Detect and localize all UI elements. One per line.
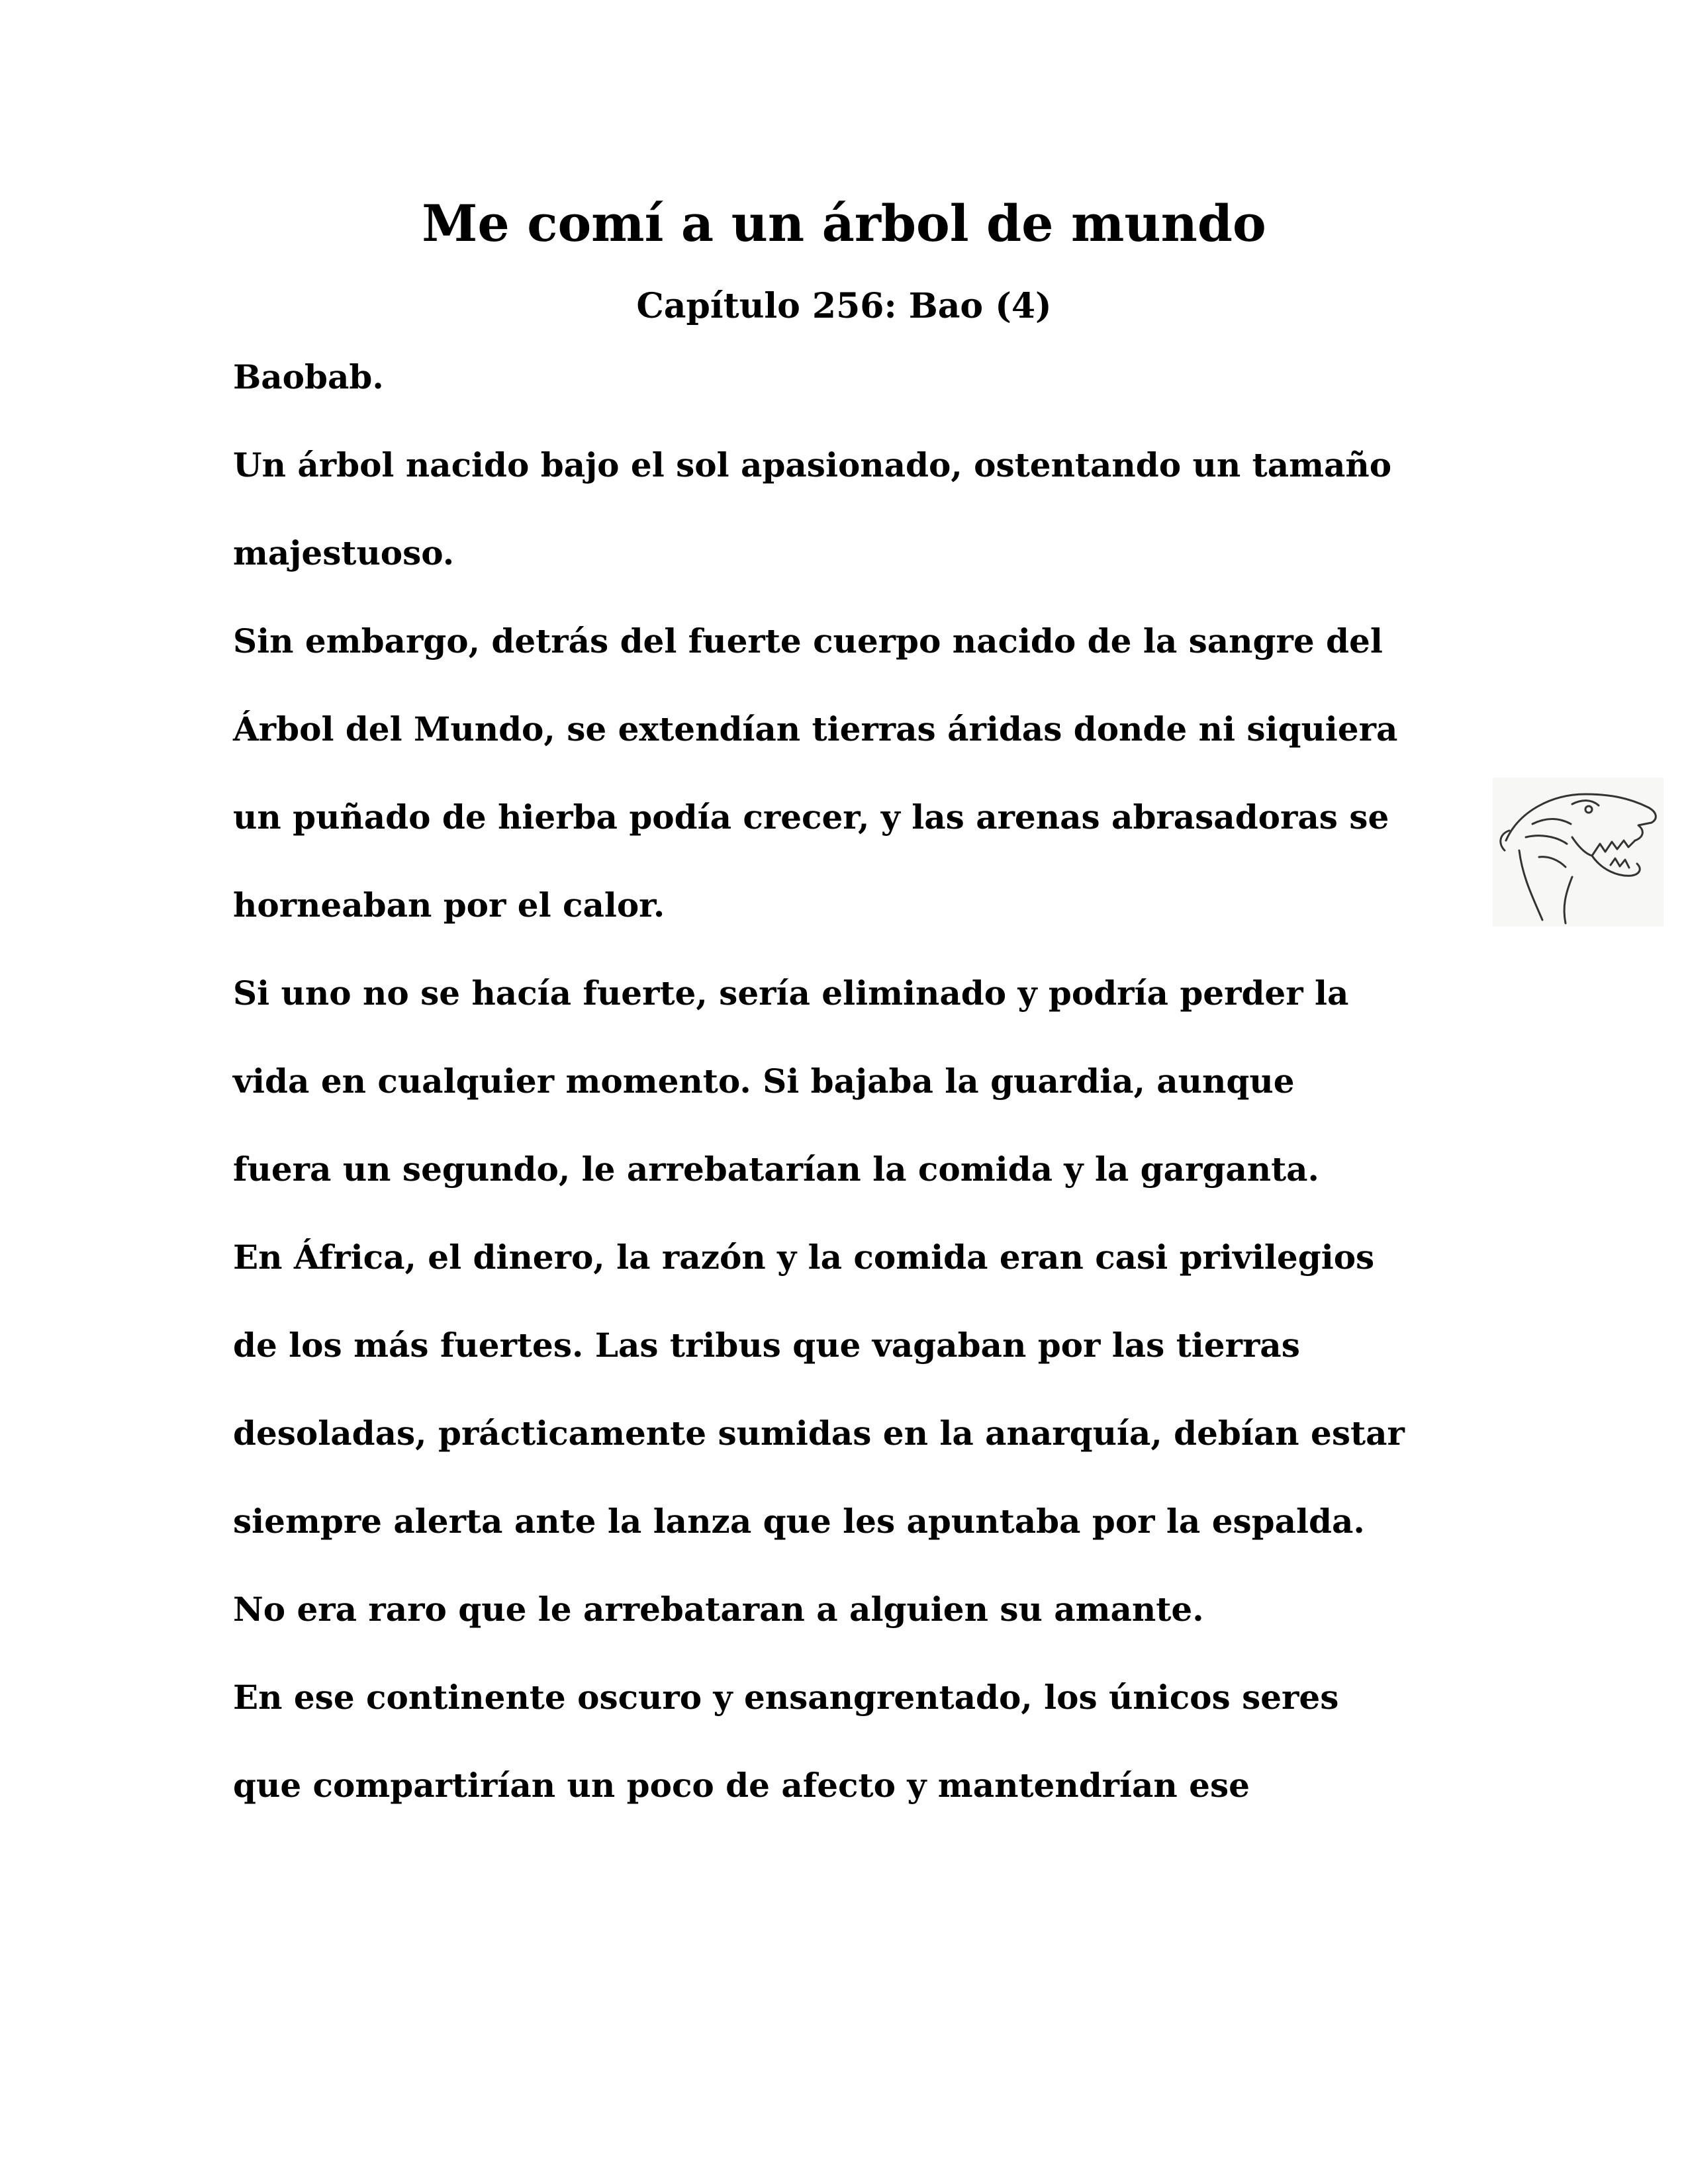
text-line: fuera un segundo, le arrebatarían la comida y la garganta. [233,1150,1319,1189]
text-line: Baobab. [233,357,384,396]
text-line: un puñado de hierba podía crecer, y las arenas abrasadoras se [233,797,1389,837]
text-line: Árbol del Mundo, se extendían tierras áridas donde ni siquiera [233,709,1398,749]
chapter-subtitle: Capítulo 256: Bao (4) [636,286,1052,326]
body-text [233,351,1477,1847]
text-line: majestuoso. [233,533,455,572]
text-line: En ese continente oscuro y ensangrentado, los únicos seres [233,1678,1339,1717]
text-line: No era raro que le arrebataran a alguien su amante. [233,1590,1204,1629]
document-title: Me comí a un árbol de mundo [422,194,1266,253]
text-line: Sin embargo, detrás del fuerte cuerpo nacido de la sangre del [233,621,1383,660]
dinosaur-head-icon [1493,778,1664,927]
text-line: vida en cualquier momento. Si bajaba la guardia, aunque [233,1062,1295,1101]
text-line: Si uno no se hacía fuerte, sería eliminado y podría perder la [233,974,1349,1013]
text-line: de los más fuertes. Las tribus que vagaban por las tierras [233,1326,1300,1365]
text-line: que compartirían un poco de afecto y mantendrían ese [233,1766,1250,1805]
text-line: horneaban por el calor. [233,886,665,925]
text-line: Un árbol nacido bajo el sol apasionado, ostentando un tamaño [233,445,1392,484]
text-line: siempre alerta ante la lanza que les apuntaba por la espalda. [233,1502,1365,1541]
text-line: En África, el dinero, la razón y la comida eran casi privilegios [233,1238,1375,1277]
text-line: desoladas, prácticamente sumidas en la anarquía, debían estar [233,1414,1405,1453]
